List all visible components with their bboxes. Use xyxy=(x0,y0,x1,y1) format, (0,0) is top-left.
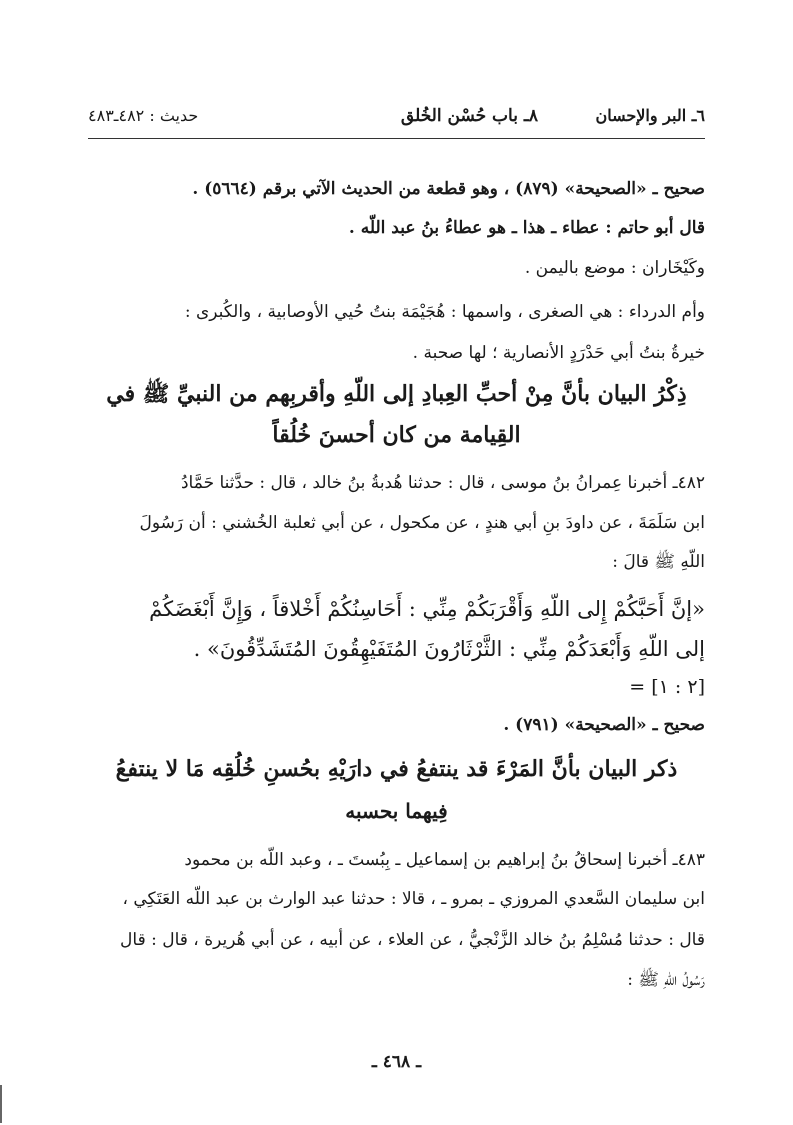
chapter-heading-2-line1: ذكر البيان بأنَّ المَرْءَ قد ينتفعُ في دارَيْهِ بحُسنِ خُلُقِه مَا لا ينتفعُ xyxy=(115,756,678,782)
hadith-482-isnad-line1: ٤٨٢ـ أخبرنا عِمرانُ بنُ موسى ، قال : حدثنا هُدبةُ بنُ خالد ، قال : حدَّثنا حَمَّادُ xyxy=(180,473,705,493)
running-header-chapter: ٦ـ البر والإحسان xyxy=(595,106,705,125)
hadith-483-isnad-line3: قال : حدثنا مُسْلِمُ بنُ خالد الزَّنْجيُّ ، عن العلاء ، عن أبيه ، عن أبي هُريرة ، قال : قال xyxy=(120,930,705,950)
scan-edge-mark xyxy=(0,1085,2,1123)
hadith-482-matn-line2: إلى اللّهِ وَأَبْعَدَكُمْ مِنِّي : الثَّرْثَارُونَ المُتَفَيْهِقُونَ المُتَشَدِّقُونَ» . xyxy=(193,637,705,661)
hadith-483-isnad-line2: ابن سليمان السَّعدي المروزي ـ بمرو ـ ، قالا : حدثنا عبد الوارث بن عبد اللّه العَتَكِي ، xyxy=(122,889,705,909)
chapter-heading-1-line1: ذِكْرُ البيان بأنَّ مِنْ أحبِّ العِبادِ إلى اللّهِ وأقربِهم من النبيِّ ﷺ في xyxy=(106,381,687,407)
place-note: وكَيْخَاران : موضع باليمن . xyxy=(524,258,705,278)
chapter-heading-1-line2: القِيامة من كان أحسنَ خُلُقاً xyxy=(272,422,521,448)
abu-hatim-note: قال أبو حاتم : عطاء ـ هذا ـ هو عطاءُ بنُ عبد اللّه . xyxy=(348,218,705,238)
umm-darda-note-line2: خيرةُ بنتُ أبي حَدْرَدٍ الأنصارية ؛ لها صحبة . xyxy=(412,343,705,363)
grading-line: صحيح ـ «الصحيحة» (٨٧٩) ، وهو قطعة من الحديث الآتي برقم (٥٦٦٤) . xyxy=(192,179,705,199)
chapter-heading-2-line2: فِيهما بحسبه xyxy=(345,799,448,823)
hadith-482-grading: صحيح ـ «الصحيحة» (٧٩١) . xyxy=(503,715,705,735)
hadith-483-isnad-line1: ٤٨٣ـ أخبرنا إسحاقُ بنُ إبراهيم بن إسماعيل ـ بِبُستَ ـ ، وعبد اللّه بن محمود xyxy=(184,850,705,870)
hadith-482-reference: [٢ : ١] = xyxy=(629,676,705,698)
hadith-483-isnad-line4: رَسُولُ اللّهِ ﷺ : xyxy=(627,970,705,990)
hadith-482-isnad-line3: اللّهِ ﷺ قالَ : xyxy=(612,552,705,572)
header-rule xyxy=(88,138,705,139)
running-header-section: ٨ـ باب حُسْن الخُلق xyxy=(400,106,538,126)
page-number: ـ ٤٦٨ ـ xyxy=(371,1052,422,1072)
running-header-hadith-range: حديث : ٤٨٢ـ٤٨٣ xyxy=(88,106,199,125)
hadith-482-matn-line1: «إنَّ أَحَبَّكُمْ إِلى اللّهِ وَأَقْرَبَكُمْ مِنِّي : أَحَاسِنُكُمْ أَخْلاقاً ، وَإِنَّ أَبْغَضَكُمْ xyxy=(149,597,705,621)
hadith-482-isnad-line2: ابن سَلَمَةَ ، عن داودَ بنِ أبي هندٍ ، عن مكحول ، عن أبي ثعلبة الخُشني : أن رَسُولَ xyxy=(139,513,705,533)
umm-darda-note-line1: وأم الدرداء : هي الصغرى ، واسمها : هُجَيْمَة بنتُ حُيي الأوصابية ، والكُبرى : xyxy=(184,302,705,322)
